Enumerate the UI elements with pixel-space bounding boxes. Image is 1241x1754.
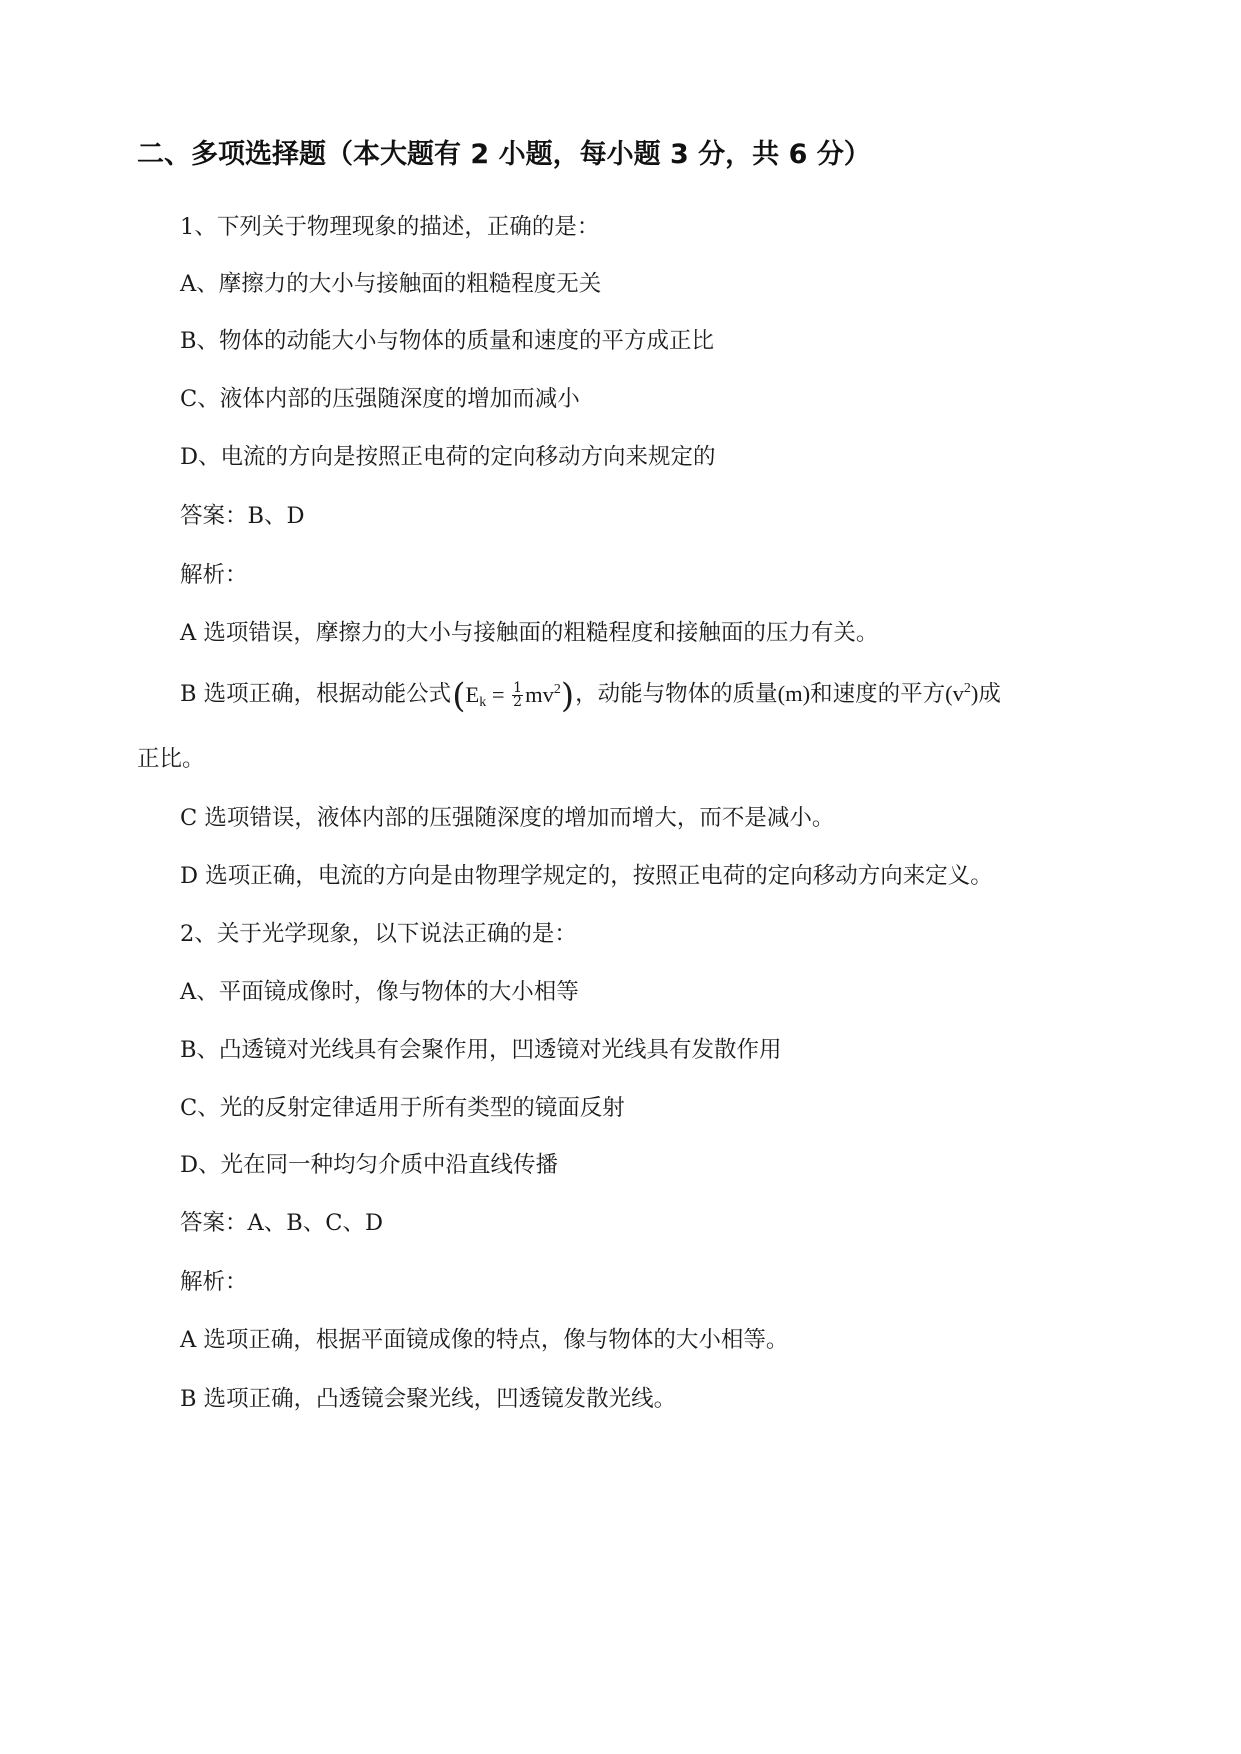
question-1-answer: 答案：B、D — [180, 503, 305, 529]
analysis-b-mid1: ，动能与物体的质量 — [575, 681, 778, 707]
question-1-analysis-b-continuation: 正比。 — [137, 746, 205, 772]
formula-lhs-subscript: k — [479, 694, 487, 710]
fraction-denominator: 2 — [513, 694, 523, 710]
question-2-option-a: A、平面镜成像时，像与物体的大小相等 — [180, 979, 579, 1005]
speed-symbol-open: (v — [945, 681, 964, 706]
question-1-analysis-a: A 选项错误，摩擦力的大小与接触面的粗糙程度和接触面的压力有关。 — [180, 620, 879, 646]
question-1-analysis-b — [180, 675, 1001, 716]
question-2-stem: 2、关于光学现象，以下说法正确的是： — [180, 921, 577, 947]
question-2-answer: 答案：A、B、C、D — [180, 1210, 384, 1236]
analysis-b-prefix: B 选项正确，根据动能公式 — [180, 681, 452, 707]
question-2-option-c: C、光的反射定律适用于所有类型的镜面反射 — [180, 1095, 625, 1121]
question-1-analysis-c: C 选项错误，液体内部的压强随深度的增加而增大，而不是减小。 — [180, 805, 835, 831]
question-2-analysis-label: 解析： — [180, 1269, 248, 1295]
question-1-analysis-d: D 选项正确，电流的方向是由物理学规定的，按照正电荷的定向移动方向来定义。 — [180, 863, 993, 889]
formula-equals: = — [486, 681, 511, 707]
formula-rhs: mv — [525, 681, 554, 707]
mass-symbol: (m) — [777, 681, 811, 706]
question-2-analysis-b: B 选项正确，凸透镜会聚光线，凹透镜发散光线。 — [180, 1386, 677, 1412]
fraction-numerator: 1 — [513, 680, 523, 696]
speed-symbol-close: ) — [970, 681, 979, 706]
question-2-option-b: B、凸透镜对光线具有会聚作用，凹透镜对光线具有发散作用 — [180, 1037, 782, 1063]
section-title: 二、多项选择题（本大题有 2 小题，每小题 3 分，共 6 分） — [137, 139, 871, 170]
analysis-b-end: 成 — [978, 681, 1001, 707]
question-1-option-a: A、摩擦力的大小与接触面的粗糙程度无关 — [180, 271, 602, 297]
question-2-analysis-a: A 选项正确，根据平面镜成像的特点，像与物体的大小相等。 — [180, 1327, 789, 1353]
formula-fraction — [512, 682, 523, 709]
formula-lhs: E — [465, 681, 480, 707]
question-1-analysis-label: 解析： — [180, 562, 248, 588]
speed-symbol-superscript: 2 — [963, 681, 971, 696]
question-1-option-b: B、物体的动能大小与物体的质量和速度的平方成正比 — [180, 328, 715, 354]
question-1-option-c: C、液体内部的压强随深度的增加而减小 — [180, 386, 580, 412]
question-1-stem: 1、下列关于物理现象的描述，正确的是： — [180, 214, 600, 240]
question-1-option-d: D、电流的方向是按照正电荷的定向移动方向来规定的 — [180, 444, 716, 470]
question-2-option-d: D、光在同一种均匀介质中沿直线传播 — [180, 1152, 559, 1178]
kinetic-energy-formula: ($E_k$ = $\frac{1}{2}$ $mv^2$) — [452, 675, 575, 716]
formula-rhs-superscript: 2 — [553, 681, 561, 697]
analysis-b-mid2: 和速度的平方 — [810, 681, 946, 707]
